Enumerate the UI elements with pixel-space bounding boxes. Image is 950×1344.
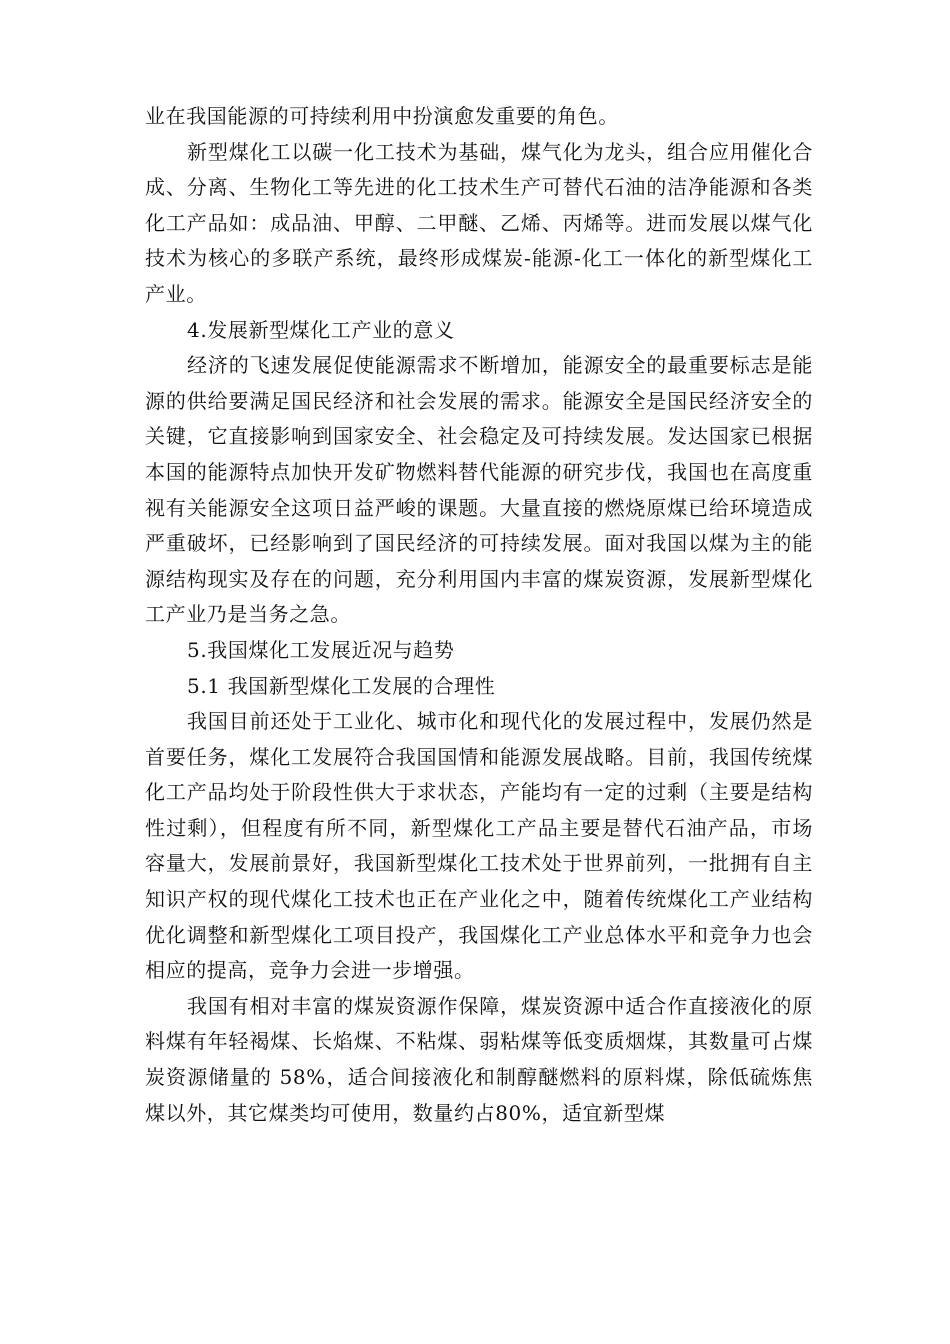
section-heading-5-1: 5.1 我国新型煤化工发展的合理性 [187,673,496,698]
paragraph-continuation: 业在我国能源的可持续利用中扮演愈发重要的角色。 [145,104,619,128]
paragraph-rationality: 我国目前还处于工业化、城市化和现代化的发展过程中，发展仍然是首要任务，煤化工发展符合我国国情和能源发展战略。目前，我国传统煤化工产品均处于阶段性供大于求状态，产能均有一定的过剩（主要是结构性过剩），但程度有所不同，新型煤化工产品主要是替代石油产品，市场容量大，发展前景好，我国新型煤化工技术处于世界前列，一批拥有自主知识产权的现代煤化工技术也正在产业化之中，随着传统煤化工产业结构优化调整和新型煤化工项目投产，我国煤化工产业总体水平和竞争力也会相应的提高，竞争力会进一步增强。 [145,709,813,983]
section-heading-4: 4.发展新型煤化工产业的意义 [187,317,455,342]
paragraph-energy-security: 经济的飞速发展促使能源需求不断增加，能源安全的最重要标志是能源的供给要满足国民经济和社会发展的需求。能源安全是国民经济安全的关键，它直接影响到国家安全、社会稳定及可持续发展。发达国家已根据本国的能源特点加快开发矿物燃料替代能源的研究步伐，我国也在高度重视有关能源安全这项日益严峻的课题。大量直接的燃烧原煤已给环境造成严重破坏，已经影响到了国民经济的可持续发展。面对我国以煤为主的能源结构现实及存在的问题，充分利用国内丰富的煤炭资源，发展新型煤化工产业乃是当务之急。 [145,353,813,627]
paragraph-new-coal-chemical-definition: 新型煤化工以碳一化工技术为基础，煤气化为龙头，组合应用催化合成、分离、生物化工等先进的化工技术生产可替代石油的洁净能源和各类化工产品如：成品油、甲醇、二甲醚、乙烯、丙烯等。进而发展以煤气化技术为核心的多联产系统，最终形成煤炭-能源-化工一体化的新型煤化工产业。 [145,139,813,306]
section-heading-5: 5.我国煤化工发展近况与趋势 [187,637,455,662]
document-body [145,99,813,1131]
paragraph-coal-resources: 我国有相对丰富的煤炭资源作保障，煤炭资源中适合作直接液化的原料煤有年轻褐煤、长焰煤、不粘煤、弱粘煤等低变质烟煤，其数量可占煤炭资源储量的 58%，适合间接液化和制醇醚燃料的原料煤，除低硫炼焦煤以外，其它煤类均可使用，数量约占80%，适宜新型煤 [145,993,813,1125]
